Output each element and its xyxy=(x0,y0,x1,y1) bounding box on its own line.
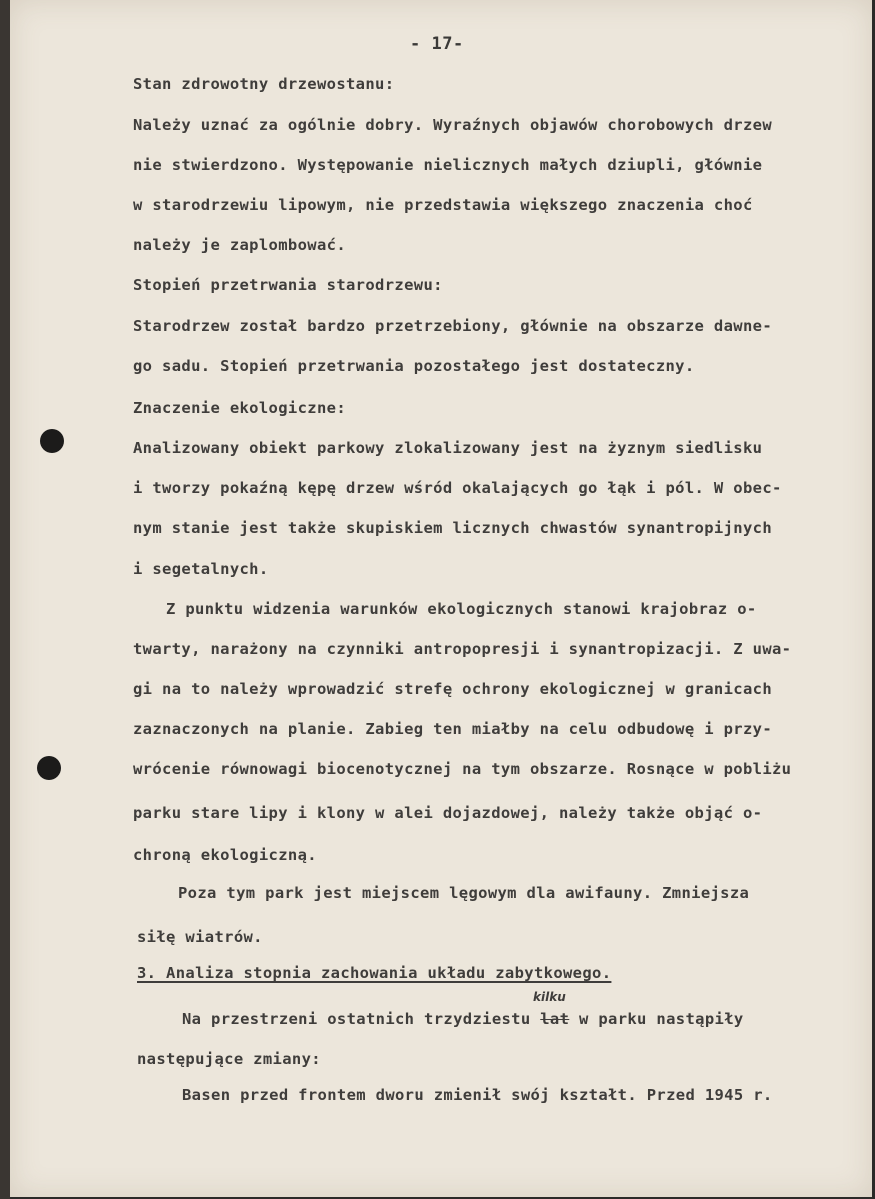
section-heading: Stan zdrowotny drzewostanu: xyxy=(133,75,395,93)
text-line: Poza tym park jest miejscem lęgowym dla awifauny. Zmniejsza xyxy=(178,884,750,902)
text-line xyxy=(182,1010,744,1028)
text-line: twarty, narażony na czynniki antropopresji i synantropizacji. Z uwa- xyxy=(133,640,792,658)
text-line: gi na to należy wprowadzić strefę ochrony ekologicznej w granicach xyxy=(133,680,772,698)
text-segment: w parku nastąpiły xyxy=(578,1010,744,1028)
text-line: Analizowany obiekt parkowy zlokalizowany jest na żyznym siedlisku xyxy=(133,439,763,457)
text-line: następujące zmiany: xyxy=(137,1050,321,1068)
text-line: i tworzy pokaźną kępę drzew wśród okalających go łąk i pól. W obec- xyxy=(133,479,782,497)
text-line: należy je zaplombować. xyxy=(133,236,346,254)
punch-hole xyxy=(40,429,64,453)
section-heading: Znaczenie ekologiczne: xyxy=(133,399,346,417)
text-line: Z punktu widzenia warunków ekologicznych stanowi krajobraz o- xyxy=(166,600,757,618)
text-line: Starodrzew został bardzo przetrzebiony, głównie na obszarze dawne- xyxy=(133,317,772,335)
text-line: w starodrzewiu lipowym, nie przedstawia większego znaczenia choć xyxy=(133,196,753,214)
text-line: siłę wiatrów. xyxy=(137,928,263,946)
punch-hole xyxy=(37,756,61,780)
text-line: nym stanie jest także skupiskiem licznych chwastów synantropijnych xyxy=(133,519,772,537)
text-line: i segetalnych. xyxy=(133,560,269,578)
document-page xyxy=(10,0,872,1197)
text-line: Basen przed frontem dworu zmienił swój kształt. Przed 1945 r. xyxy=(182,1086,773,1104)
scan-edge xyxy=(0,0,10,1199)
page-number: - 17- xyxy=(410,34,464,54)
chapter-heading: 3. Analiza stopnia zachowania układu zabytkowego. xyxy=(137,964,612,982)
text-line: wrócenie równowagi biocenotycznej na tym obszarze. Rosnące w pobliżu xyxy=(133,760,792,778)
text-line: zaznaczonych na planie. Zabieg ten miałby na celu odbudowę i przy- xyxy=(133,720,772,738)
text-line: parku stare lipy i klony w alei dojazdowej, należy także objąć o- xyxy=(133,804,763,822)
section-heading: Stopień przetrwania starodrzewu: xyxy=(133,276,443,294)
text-line: go sadu. Stopień przetrwania pozostałego jest dostateczny. xyxy=(133,357,695,375)
struck-word: lat xyxy=(540,1010,570,1028)
text-line: Należy uznać za ogólnie dobry. Wyraźnych objawów chorobowych drzew xyxy=(133,116,772,134)
handwritten-insertion: kilku xyxy=(533,990,566,1004)
text-line: nie stwierdzono. Występowanie nielicznych małych dziupli, głównie xyxy=(133,156,763,174)
text-segment: Na przestrzeni ostatnich trzydziestu xyxy=(182,1010,531,1028)
text-line: chroną ekologiczną. xyxy=(133,846,317,864)
